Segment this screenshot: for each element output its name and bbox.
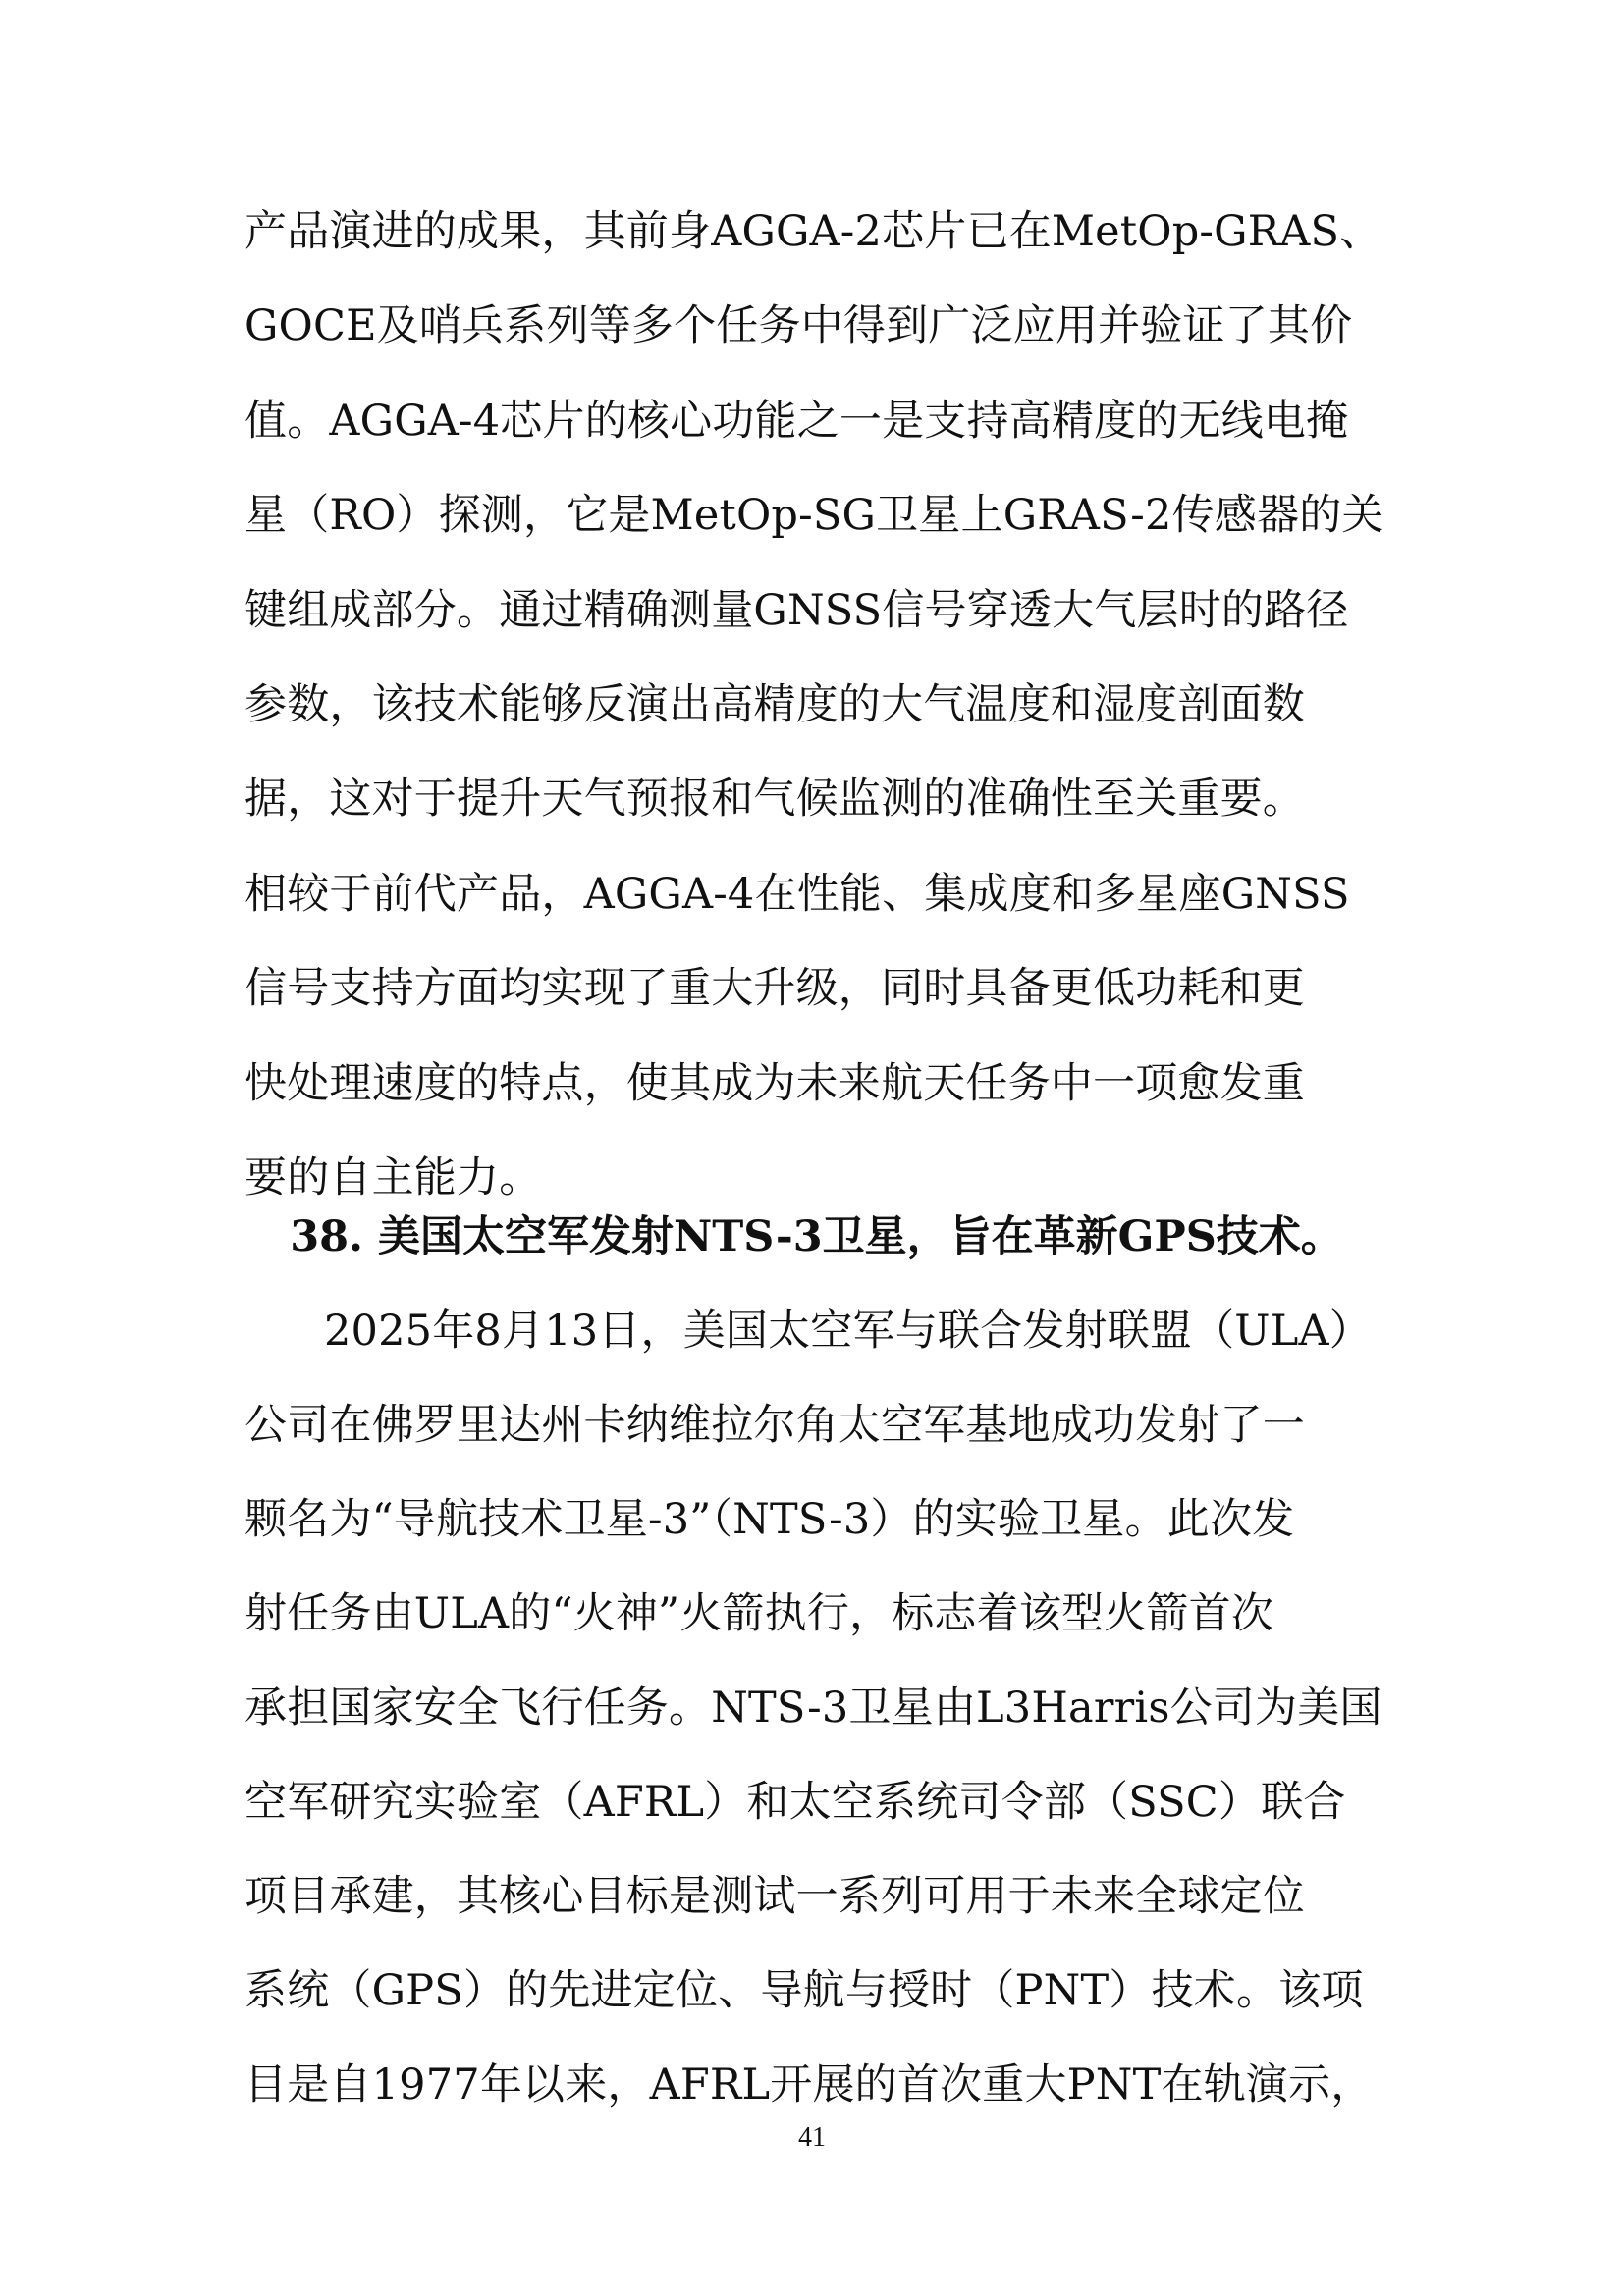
paragraph-2-line-6: 空军研究实验室（AFRL）和太空系统司令部（SSC）联合	[244, 1778, 1346, 1827]
page-number: 41	[798, 2122, 826, 2153]
paragraph-1-line-8: 相较于前代产品，AGGA-4在性能、集成度和多星座GNSS	[244, 870, 1350, 919]
paragraph-1-line-10: 快处理速度的特点，使其成为未来航天任务中一项愈发重	[244, 1059, 1305, 1108]
paragraph-2-line-9: 目是自1977年以来，AFRL开展的首次重大PNT在轨演示，	[244, 2060, 1374, 2109]
paragraph-1-line-4: 星（RO）探测，它是MetOp-SG卫星上GRAS-2传感器的关	[244, 491, 1384, 540]
paragraph-1-line-6: 参数，该技术能够反演出高精度的大气温度和湿度剖面数	[244, 680, 1305, 729]
paragraph-2-line-1: 2025年8月13日，美国太空军与联合发射联盟（ULA）	[324, 1307, 1372, 1356]
paragraph-2-line-7: 项目承建，其核心目标是测试一系列可用于未来全球定位	[244, 1872, 1305, 1921]
paragraph-1-line-1: 产品演进的成果，其前身AGGA-2芯片已在MetOp-GRAS、	[244, 207, 1382, 256]
paragraph-2-line-5: 承担国家安全飞行任务。NTS-3卫星由L3Harris公司为美国	[244, 1683, 1382, 1733]
paragraph-2-line-8: 系统（GPS）的先进定位、导航与授时（PNT）技术。该项	[244, 1966, 1364, 2015]
section-heading: 38. 美国太空军发射NTS-3卫星，旨在革新GPS技术。	[290, 1212, 1343, 1261]
paragraph-1-line-11: 要的自主能力。	[244, 1153, 542, 1202]
paragraph-2-line-3: 颗名为“导航技术卫星-3”（NTS-3）的实验卫星。此次发	[244, 1495, 1295, 1544]
paragraph-2-line-4: 射任务由ULA的“火神”火箭执行，标志着该型火箭首次	[244, 1589, 1274, 1638]
paragraph-2-line-2: 公司在佛罗里达州卡纳维拉尔角太空军基地成功发射了一	[244, 1401, 1305, 1450]
paragraph-1-line-3: 值。AGGA-4芯片的核心功能之一是支持高精度的无线电掩	[244, 397, 1349, 446]
paragraph-1-line-7: 据，这对于提升天气预报和气候监测的准确性至关重要。	[244, 774, 1305, 824]
paragraph-1-line-9: 信号支持方面均实现了重大升级，同时具备更低功耗和更	[244, 964, 1305, 1013]
paragraph-1-line-2: GOCE及哨兵系列等多个任务中得到广泛应用并验证了其价	[244, 301, 1353, 350]
paragraph-1-line-5: 键组成部分。通过精确测量GNSS信号穿透大气层时的路径	[244, 586, 1349, 635]
